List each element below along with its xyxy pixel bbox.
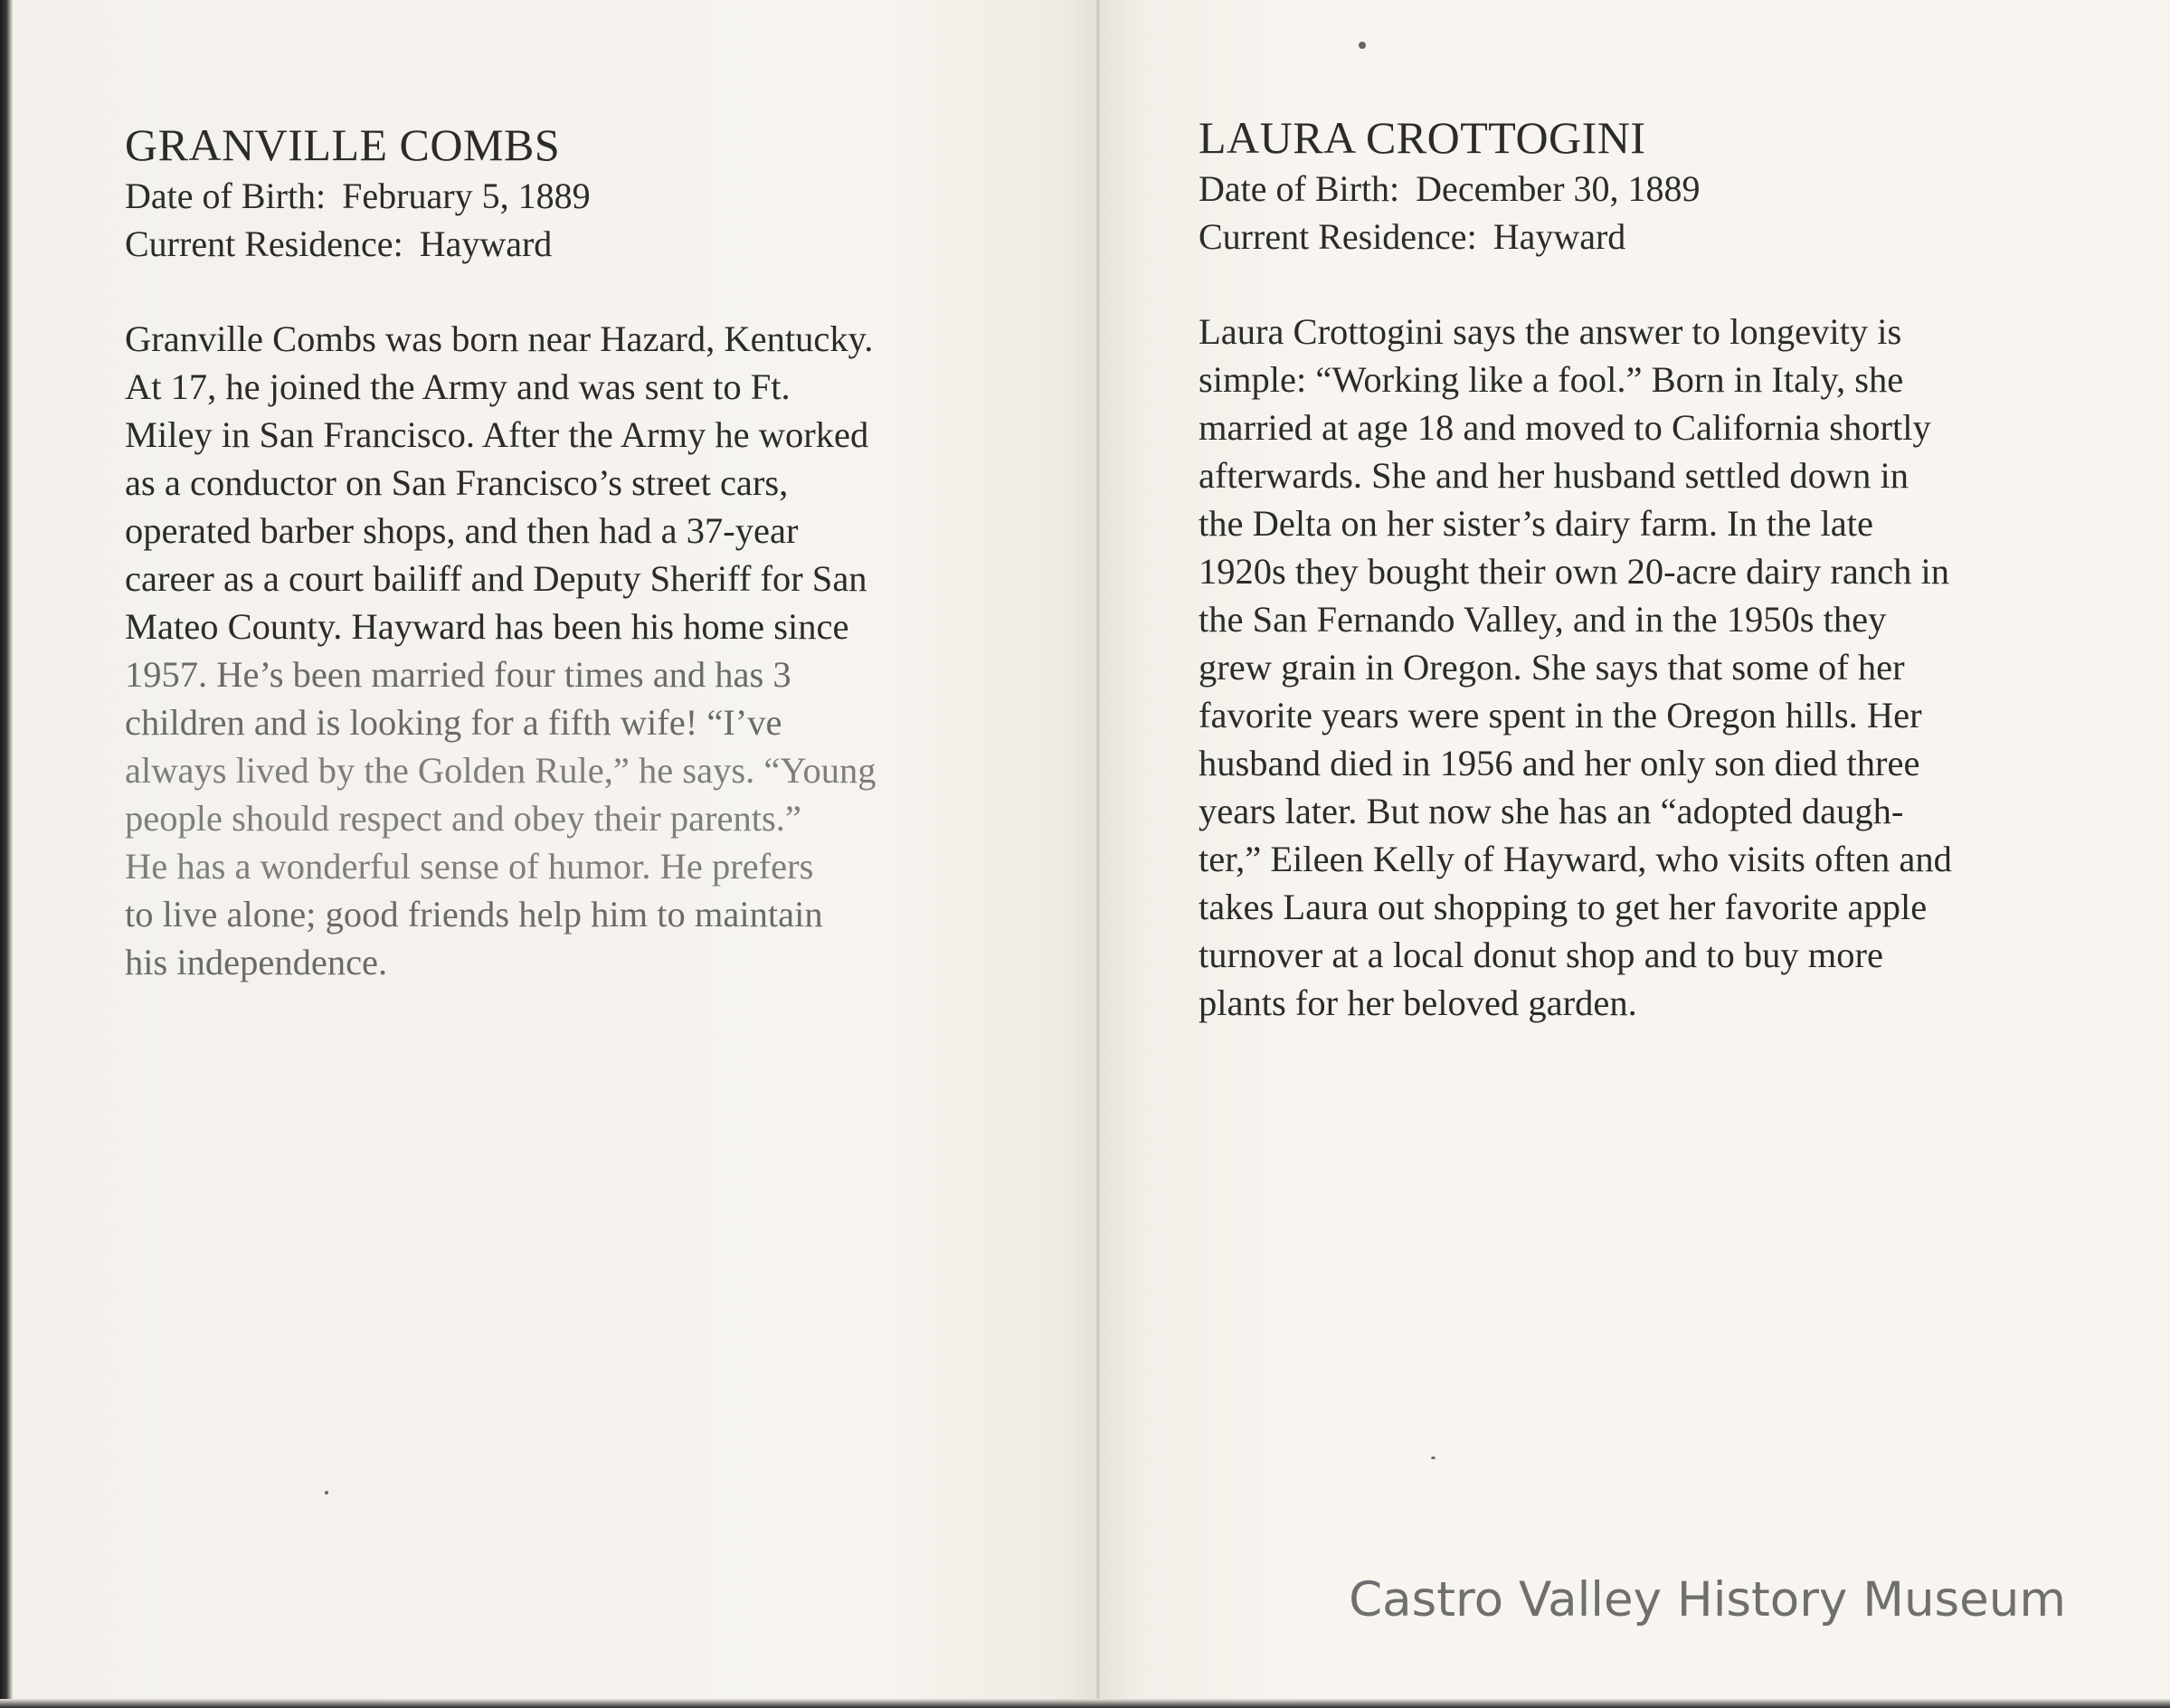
bio-line: favorite years were spent in the Oregon hills. Her <box>1199 695 1922 735</box>
bio-line: years later. But now she has an “adopted daugh- <box>1199 791 1904 831</box>
dob-value: February 5, 1889 <box>342 176 591 216</box>
profile-granville-combs <box>125 118 1029 986</box>
residence-label: Current Residence: <box>125 223 403 264</box>
bio-line: Granville Combs was born near Hazard, Kentucky. <box>125 318 874 359</box>
bio-line: husband died in 1956 and her only son died three <box>1199 743 1920 783</box>
bio-line: always lived by the Golden Rule,” he says. “Young <box>125 750 877 791</box>
bio-line: children and is looking for a fifth wife! “I’ve <box>125 702 782 743</box>
residence-value: Hayward <box>419 223 553 264</box>
residence-value: Hayward <box>1492 216 1626 257</box>
biography <box>1199 308 2103 1027</box>
bio-line: married at age 18 and moved to California shortly <box>1199 407 1931 448</box>
biography <box>125 315 1029 986</box>
book-gutter <box>1096 0 1100 1699</box>
bio-line: Laura Crottogini says the answer to longevity is <box>1199 311 1902 352</box>
museum-watermark: Castro Valley History Museum <box>1349 1572 2066 1627</box>
bio-line: plants for her beloved garden. <box>1199 982 1637 1023</box>
bio-line: ter,” Eileen Kelly of Hayward, who visits often and <box>1199 839 1952 879</box>
bio-line: Miley in San Francisco. After the Army he worked <box>125 414 869 455</box>
bio-line: the Delta on her sister’s dairy farm. In the late <box>1199 503 1873 544</box>
bio-line: takes Laura out shopping to get her favorite apple <box>1199 887 1928 927</box>
bio-line: afterwards. She and her husband settled down in <box>1199 455 1909 496</box>
residence-label: Current Residence: <box>1199 216 1477 257</box>
bio-line: operated barber shops, and then had a 37-year <box>125 510 799 551</box>
bio-line: people should respect and obey their parents.” <box>125 798 801 839</box>
speck-mark <box>1431 1457 1436 1459</box>
bio-line: grew grain in Oregon. She says that some of her <box>1199 647 1905 688</box>
dob-label: Date of Birth: <box>125 176 327 216</box>
speck-mark <box>325 1491 328 1494</box>
date-of-birth <box>1199 165 2103 213</box>
bio-line: 1920s they bought their own 20-acre dairy ranch in <box>1199 551 1950 592</box>
speck-mark <box>1359 42 1366 49</box>
bio-line: Mateo County. Hayward has been his home since <box>125 606 849 647</box>
current-residence <box>125 220 1029 268</box>
bio-line: to live alone; good friends help him to maintain <box>125 894 823 935</box>
profile-laura-crottogini <box>1199 110 2103 1027</box>
bio-line: At 17, he joined the Army and was sent to Ft. <box>125 366 791 407</box>
date-of-birth <box>125 172 1029 220</box>
bio-line: his independence. <box>125 942 388 982</box>
profile-name: GRANVILLE COMBS <box>125 119 561 170</box>
bottom-scan-edge <box>0 1699 2170 1708</box>
bio-line: 1957. He’s been married four times and has 3 <box>125 654 791 695</box>
bio-line: the San Fernando Valley, and in the 1950s they <box>1199 599 1887 640</box>
left-scan-edge <box>0 0 13 1708</box>
current-residence <box>1199 213 2103 261</box>
bio-line: He has a wonderful sense of humor. He prefers <box>125 846 814 887</box>
bio-line: as a conductor on San Francisco’s street cars, <box>125 462 789 503</box>
bio-line: career as a court bailiff and Deputy Sheriff for San <box>125 558 867 599</box>
dob-value: December 30, 1889 <box>1416 168 1701 209</box>
bio-line: simple: “Working like a fool.” Born in Italy, she <box>1199 359 1904 400</box>
dob-label: Date of Birth: <box>1199 168 1400 209</box>
profile-name: LAURA CROTTOGINI <box>1199 112 1646 163</box>
bio-line: turnover at a local donut shop and to buy more <box>1199 935 1883 975</box>
